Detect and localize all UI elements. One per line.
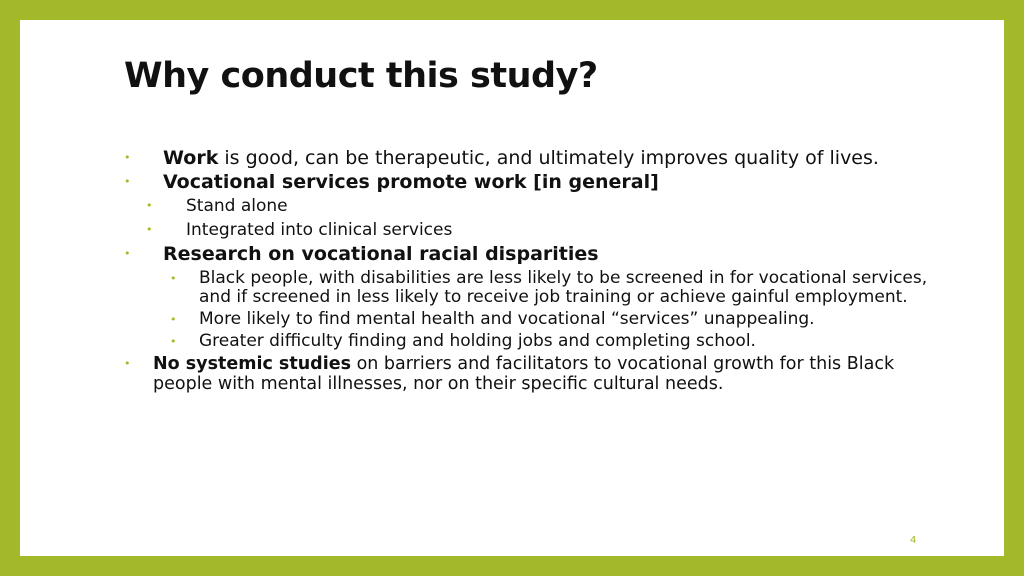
bullet-bold-text: Work bbox=[163, 147, 219, 169]
bullet-dot-icon: • bbox=[170, 335, 177, 348]
bullet-dot-icon: • bbox=[124, 175, 131, 188]
sub-bullet-item bbox=[20, 218, 1004, 242]
bullet-item-work bbox=[20, 146, 1004, 170]
bullet-bold-text: No systemic studies bbox=[153, 354, 351, 374]
bullet-dot-icon: • bbox=[146, 199, 153, 212]
sub-bullet-text: Integrated into clinical services bbox=[186, 220, 453, 240]
bullet-dot-icon: • bbox=[170, 272, 177, 285]
sub-bullet-item bbox=[20, 310, 1004, 329]
bullet-dot-icon: • bbox=[124, 247, 131, 260]
sub-bullet-text: Stand alone bbox=[186, 196, 288, 216]
sub-bullet-item bbox=[20, 194, 1004, 218]
page-number: 4 bbox=[910, 535, 917, 546]
sub-bullet-text: Black people, with disabilities are less likely to be screened in for vocational services, and if screened in less likely to receive job training or achieve gainful employment. bbox=[199, 268, 928, 307]
bullet-text: is good, can be therapeutic, and ultimately improves quality of lives. bbox=[218, 147, 879, 169]
sub-bullet-item bbox=[20, 269, 1004, 307]
bullet-item-vocational-services bbox=[20, 170, 1004, 194]
bullet-dot-icon: • bbox=[124, 357, 131, 370]
sub-bullet-item bbox=[20, 332, 1004, 351]
bullet-list bbox=[20, 146, 1004, 394]
bullet-bold-text: Research on vocational racial disparities bbox=[163, 243, 599, 265]
bullet-dot-icon: • bbox=[124, 151, 131, 164]
bullet-text: on barriers and facilitators to vocational growth for this Black people with mental illnesses, nor on their specific cultural needs. bbox=[153, 354, 895, 394]
bullet-dot-icon: • bbox=[146, 223, 153, 236]
sub-bullet-text: More likely to find mental health and vocational “services” unappealing. bbox=[199, 309, 815, 329]
bullet-dot-icon: • bbox=[170, 313, 177, 326]
bullet-bold-text: Vocational services promote work [in general] bbox=[163, 171, 659, 193]
slide-title: Why conduct this study? bbox=[124, 56, 598, 96]
sub-bullet-text: Greater difficulty finding and holding jobs and completing school. bbox=[199, 331, 756, 351]
slide-frame bbox=[20, 20, 1004, 556]
bullet-item-research bbox=[20, 242, 1004, 266]
bullet-item-no-studies bbox=[20, 354, 1004, 394]
